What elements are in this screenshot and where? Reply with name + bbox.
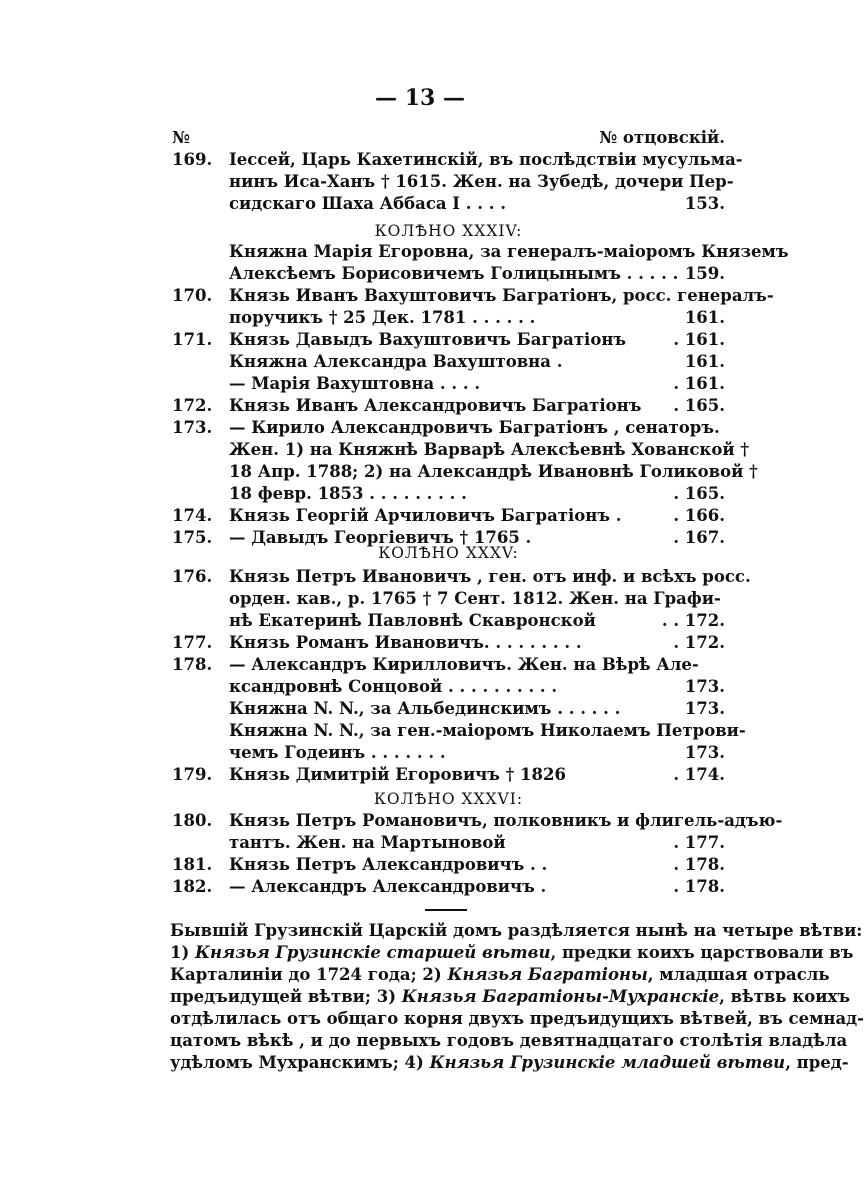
generation-heading: КОЛѢНО XXXVI: xyxy=(373,790,524,808)
entry-number: 178. xyxy=(172,655,213,674)
entry-number: 172. xyxy=(172,396,213,415)
father-page-ref: 173. xyxy=(684,743,725,762)
entry-line xyxy=(172,395,725,417)
paragraph-line: цатомъ вѣкѣ , и до первыхъ годовъ девятнадцатаго столѣтія владѣла xyxy=(170,1031,848,1050)
father-page-ref: . 177. xyxy=(673,833,725,852)
entry-line xyxy=(172,720,746,742)
entry-line xyxy=(172,307,725,329)
page-number: — 13 — xyxy=(375,85,465,111)
column-header xyxy=(172,127,725,149)
entry-text: чемъ Годеинъ . . . . . . . xyxy=(229,743,446,762)
entry-number: 171. xyxy=(172,330,213,349)
entry-number: 180. xyxy=(172,811,213,830)
entry-line xyxy=(172,505,725,527)
father-page-ref: 161. xyxy=(684,352,725,371)
entry-line xyxy=(172,351,725,373)
entry-number: 169. xyxy=(172,150,213,169)
entry-text: Княжна Марія Егоровна, за генералъ-маіоромъ Княземъ xyxy=(229,242,789,261)
entry-text: Алексѣемъ Борисовичемъ Голицынымъ . . . . . xyxy=(229,264,679,283)
entry-line xyxy=(172,832,725,854)
father-page-ref: . 178. xyxy=(673,855,725,874)
entry-line xyxy=(172,417,725,439)
father-page-ref: . 165. xyxy=(673,484,725,503)
entry-line xyxy=(172,742,725,764)
entry-line xyxy=(172,263,725,285)
entry-line xyxy=(172,241,789,263)
entry-number: 177. xyxy=(172,633,213,652)
entry-line xyxy=(172,698,725,720)
entry-line xyxy=(172,676,725,698)
entry-line xyxy=(172,373,725,395)
entry-text: Князь Давыдъ Вахуштовичъ Багратіонъ xyxy=(229,330,627,349)
paragraph-line: Бывшій Грузинскій Царскій домъ раздѣляется нынѣ на четыре вѣтви: xyxy=(170,921,863,940)
entry-number: 182. xyxy=(172,877,213,896)
entry-text: — Марія Вахуштовна . . . . xyxy=(229,374,481,393)
entry-text: нинъ Иса-Ханъ † 1615. Жен. на Зубедѣ, дочери Пер- xyxy=(229,172,734,191)
father-page-ref: . 174. xyxy=(673,765,725,784)
father-page-ref: . 167. xyxy=(673,528,725,547)
entry-text: — Кирило Александровичъ Багратіонъ , сенаторъ. xyxy=(229,418,720,437)
entry-text: Князь Романъ Ивановичъ. . . . . . . . . xyxy=(229,633,582,652)
entry-text: 18 февр. 1853 . . . . . . . . . xyxy=(229,484,467,503)
father-page-ref: 173. xyxy=(684,699,725,718)
paragraph-line: отдѣлилась отъ общаго корня двухъ предъидущихъ вѣтвей, въ семнад- xyxy=(170,1009,864,1028)
entry-line xyxy=(172,876,725,898)
father-page-ref: . 161. xyxy=(673,374,725,393)
father-page-ref: . 178. xyxy=(673,877,725,896)
entry-text: 18 Апр. 1788; 2) на Александрѣ Ивановнѣ Голиковой † xyxy=(229,462,758,481)
paragraph-line: 1) Князья Грузинскіе старшей вѣтви, предки коихъ царствовали въ xyxy=(170,943,854,962)
entry-line xyxy=(172,610,725,632)
father-number-column-header: № отцовскій. xyxy=(599,128,725,147)
father-page-ref: 153. xyxy=(684,194,725,213)
entry-text: Княжна N. N., за Альбединскимъ . . . . . . xyxy=(229,699,621,718)
entry-text: Князь Георгій Арчиловичъ Багратіонъ . xyxy=(229,506,622,525)
father-page-ref: . 172. xyxy=(673,633,725,652)
paragraph-line: Карталиніи до 1724 года; 2) Князья Багратіоны, младшая отрасль xyxy=(170,965,830,984)
entry-text: орден. кав., р. 1765 † 7 Сент. 1812. Жен. на Графи- xyxy=(229,589,721,608)
entry-line xyxy=(172,632,725,654)
entry-text: Жен. 1) на Княжнѣ Варварѣ Алексѣевнѣ Хованской † xyxy=(229,440,749,459)
entry-number: 179. xyxy=(172,765,213,784)
entry-line xyxy=(172,439,749,461)
entry-line xyxy=(172,588,725,610)
entry-line xyxy=(172,483,725,505)
entry-line xyxy=(172,149,743,171)
entry-text: Князь Иванъ Александровичъ Багратіонъ xyxy=(229,396,642,415)
entry-line xyxy=(172,329,725,351)
paragraph-line: предъидущей вѣтви; 3) Князья Багратіоны-Мухранскіе, вѣтвь коихъ xyxy=(170,987,850,1006)
separator-rule xyxy=(425,909,467,911)
entry-text: нѣ Екатеринѣ Павловнѣ Скавронской xyxy=(229,611,596,630)
generation-heading: КОЛѢНО XXXIV: xyxy=(374,222,523,240)
entry-text: поручикъ † 25 Дек. 1781 . . . . . . xyxy=(229,308,536,327)
entry-text: Князь Петръ Ивановичъ , ген. отъ инф. и всѣхъ росс. xyxy=(229,567,751,586)
generation-heading: КОЛѢНО XXXV: xyxy=(378,544,519,562)
entry-text: Князь Димитрій Егоровичъ † 1826 xyxy=(229,765,566,784)
entry-number: 181. xyxy=(172,855,213,874)
entry-text: — Давыдъ Георгіевичъ † 1765 . xyxy=(229,528,532,547)
entry-line xyxy=(172,461,758,483)
father-page-ref: . . 172. xyxy=(661,611,725,630)
entry-text: Князь Петръ Романовичъ, полковникъ и флигель-адъю- xyxy=(229,811,783,830)
entry-text: Іессей, Царь Кахетинскій, въ послѣдствіи мусульма- xyxy=(229,150,743,169)
entry-number: 170. xyxy=(172,286,213,305)
entry-line xyxy=(172,566,751,588)
entry-text: Князь Иванъ Вахуштовичъ Багратіонъ, росс. генералъ- xyxy=(229,286,774,305)
father-page-ref: . 166. xyxy=(673,506,725,525)
paragraph-line: удѣломъ Мухранскимъ; 4) Князья Грузинскіе младшей вѣтви, пред- xyxy=(170,1053,849,1072)
father-page-ref: 161. xyxy=(684,308,725,327)
entry-text: Князь Петръ Александровичъ . . xyxy=(229,855,548,874)
entry-line xyxy=(172,193,725,215)
entry-line xyxy=(172,810,783,832)
entry-number: 174. xyxy=(172,506,213,525)
entry-line xyxy=(172,854,725,876)
entry-text: — Александръ Александровичъ . xyxy=(229,877,547,896)
entry-text: тантъ. Жен. на Мартыновой xyxy=(229,833,506,852)
father-page-ref: . 161. xyxy=(673,330,725,349)
father-page-ref: . 165. xyxy=(673,396,725,415)
father-page-ref: 159. xyxy=(684,264,725,283)
entry-number: 176. xyxy=(172,567,213,586)
entry-line xyxy=(172,764,725,786)
entry-text: — Александръ Кирилловичъ. Жен. на Вѣрѣ Але- xyxy=(229,655,699,674)
entry-text: ксандровнѣ Сонцовой . . . . . . . . . . xyxy=(229,677,558,696)
entry-text: Княжна Александра Вахуштовна . xyxy=(229,352,563,371)
entry-line xyxy=(172,285,774,307)
number-column-header: № xyxy=(172,128,190,147)
father-page-ref: 173. xyxy=(684,677,725,696)
entry-number: 173. xyxy=(172,418,213,437)
entry-number: 175. xyxy=(172,528,213,547)
entry-line xyxy=(172,171,734,193)
entry-text: Княжна N. N., за ген.-маіоромъ Николаемъ Петрови- xyxy=(229,721,746,740)
entry-text: сидскаго Шаха Аббаса I . . . . xyxy=(229,194,506,213)
entry-line xyxy=(172,654,725,676)
